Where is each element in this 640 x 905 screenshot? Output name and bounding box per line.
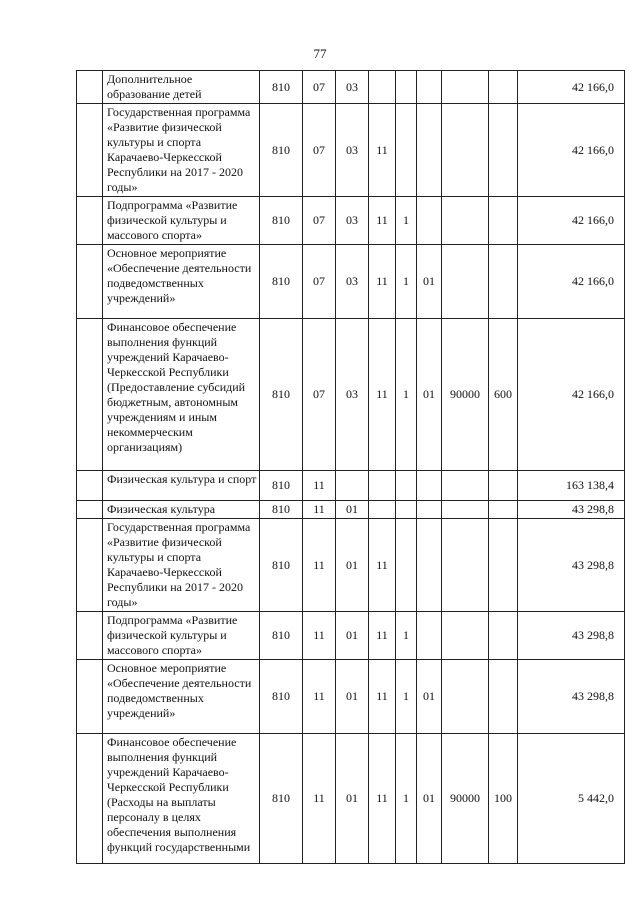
measure-code-cell bbox=[417, 104, 442, 197]
ministry-code-cell: 810 bbox=[260, 104, 303, 197]
ministry-code-cell: 810 bbox=[260, 197, 303, 245]
section-code-cell: 07 bbox=[303, 71, 336, 104]
expense-type-cell: 600 bbox=[489, 319, 518, 471]
direction-code-cell bbox=[442, 471, 489, 501]
table-row bbox=[77, 471, 625, 501]
subprogram-code-cell bbox=[396, 71, 417, 104]
measure-code-cell bbox=[417, 519, 442, 612]
row-name-cell: Дополнительное образование детей bbox=[103, 71, 260, 104]
expense-type-cell: 100 bbox=[489, 734, 518, 864]
row-number-cell bbox=[77, 245, 103, 319]
amount-cell: 43 298,8 bbox=[518, 501, 625, 519]
subprogram-code-cell bbox=[396, 501, 417, 519]
measure-code-cell: 01 bbox=[417, 319, 442, 471]
ministry-code-cell: 810 bbox=[260, 245, 303, 319]
amount-cell: 163 138,4 bbox=[518, 471, 625, 501]
amount-cell: 43 298,8 bbox=[518, 612, 625, 660]
amount-cell: 42 166,0 bbox=[518, 319, 625, 471]
program-code-cell: 11 bbox=[369, 104, 396, 197]
expense-type-cell bbox=[489, 501, 518, 519]
subprogram-code-cell bbox=[396, 471, 417, 501]
subprogram-code-cell bbox=[396, 519, 417, 612]
section-code-cell: 11 bbox=[303, 734, 336, 864]
ministry-code-cell: 810 bbox=[260, 519, 303, 612]
subsection-code-cell: 01 bbox=[336, 612, 369, 660]
subsection-code-cell: 01 bbox=[336, 519, 369, 612]
row-name-cell: Основное мероприятие «Обеспечение деятельности подведомственных учреждений» bbox=[103, 245, 260, 319]
ministry-code-cell: 810 bbox=[260, 660, 303, 734]
row-number-cell bbox=[77, 612, 103, 660]
subsection-code-cell: 03 bbox=[336, 319, 369, 471]
expense-type-cell bbox=[489, 519, 518, 612]
row-number-cell bbox=[77, 197, 103, 245]
measure-code-cell bbox=[417, 612, 442, 660]
row-name-cell: Финансовое обеспечение выполнения функций учреждений Карачаево-Черкесской Республики (Предоставление субсидий бюджетным, автономным учреждениям и иным некоммерческим организациям) bbox=[103, 319, 260, 471]
section-code-cell: 07 bbox=[303, 245, 336, 319]
direction-code-cell: 90000 bbox=[442, 319, 489, 471]
table-row bbox=[77, 501, 625, 519]
expense-type-cell bbox=[489, 660, 518, 734]
budget-table-body bbox=[77, 71, 625, 864]
direction-code-cell bbox=[442, 612, 489, 660]
subprogram-code-cell: 1 bbox=[396, 734, 417, 864]
program-code-cell: 11 bbox=[369, 519, 396, 612]
table-row bbox=[77, 734, 625, 864]
section-code-cell: 11 bbox=[303, 471, 336, 501]
amount-cell: 5 442,0 bbox=[518, 734, 625, 864]
section-code-cell: 07 bbox=[303, 197, 336, 245]
table-row bbox=[77, 245, 625, 319]
amount-cell: 42 166,0 bbox=[518, 197, 625, 245]
row-name-cell: Государственная программа «Развитие физической культуры и спорта Карачаево-Черкесской Республики на 2017 - 2020 годы» bbox=[103, 519, 260, 612]
ministry-code-cell: 810 bbox=[260, 471, 303, 501]
row-number-cell bbox=[77, 519, 103, 612]
subprogram-code-cell: 1 bbox=[396, 319, 417, 471]
subsection-code-cell: 03 bbox=[336, 197, 369, 245]
section-code-cell: 11 bbox=[303, 501, 336, 519]
subsection-code-cell: 01 bbox=[336, 501, 369, 519]
section-code-cell: 11 bbox=[303, 660, 336, 734]
row-name-cell: Финансовое обеспечение выполнения функций учреждений Карачаево-Черкесской Республики (Расходы на выплаты персоналу в целях обеспечения выполнения функций государственными bbox=[103, 734, 260, 864]
table-row bbox=[77, 519, 625, 612]
direction-code-cell bbox=[442, 197, 489, 245]
amount-cell: 43 298,8 bbox=[518, 660, 625, 734]
direction-code-cell: 90000 bbox=[442, 734, 489, 864]
page-number: 77 bbox=[313, 46, 327, 61]
direction-code-cell bbox=[442, 519, 489, 612]
program-code-cell: 11 bbox=[369, 197, 396, 245]
table-row bbox=[77, 660, 625, 734]
row-name-cell: Физическая культура bbox=[103, 501, 260, 519]
measure-code-cell bbox=[417, 197, 442, 245]
subsection-code-cell bbox=[336, 471, 369, 501]
program-code-cell bbox=[369, 71, 396, 104]
measure-code-cell bbox=[417, 71, 442, 104]
row-name-cell: Государственная программа «Развитие физической культуры и спорта Карачаево-Черкесской Республики на 2017 - 2020 годы» bbox=[103, 104, 260, 197]
direction-code-cell bbox=[442, 104, 489, 197]
subsection-code-cell: 03 bbox=[336, 245, 369, 319]
measure-code-cell: 01 bbox=[417, 245, 442, 319]
direction-code-cell bbox=[442, 245, 489, 319]
direction-code-cell bbox=[442, 71, 489, 104]
section-code-cell: 07 bbox=[303, 104, 336, 197]
amount-cell: 43 298,8 bbox=[518, 519, 625, 612]
section-code-cell: 11 bbox=[303, 612, 336, 660]
row-number-cell bbox=[77, 319, 103, 471]
subprogram-code-cell: 1 bbox=[396, 245, 417, 319]
ministry-code-cell: 810 bbox=[260, 501, 303, 519]
amount-cell: 42 166,0 bbox=[518, 71, 625, 104]
row-name-cell: Подпрограмма «Развитие физической культуры и массового спорта» bbox=[103, 197, 260, 245]
budget-table bbox=[76, 70, 625, 864]
subprogram-code-cell bbox=[396, 104, 417, 197]
subsection-code-cell: 03 bbox=[336, 71, 369, 104]
expense-type-cell bbox=[489, 245, 518, 319]
expense-type-cell bbox=[489, 612, 518, 660]
program-code-cell bbox=[369, 471, 396, 501]
measure-code-cell: 01 bbox=[417, 660, 442, 734]
measure-code-cell bbox=[417, 471, 442, 501]
amount-cell: 42 166,0 bbox=[518, 245, 625, 319]
subprogram-code-cell: 1 bbox=[396, 660, 417, 734]
expense-type-cell bbox=[489, 71, 518, 104]
subsection-code-cell: 03 bbox=[336, 104, 369, 197]
program-code-cell bbox=[369, 501, 396, 519]
direction-code-cell bbox=[442, 660, 489, 734]
table-row bbox=[77, 104, 625, 197]
subsection-code-cell: 01 bbox=[336, 660, 369, 734]
subsection-code-cell: 01 bbox=[336, 734, 369, 864]
program-code-cell: 11 bbox=[369, 660, 396, 734]
row-number-cell bbox=[77, 660, 103, 734]
program-code-cell: 11 bbox=[369, 245, 396, 319]
ministry-code-cell: 810 bbox=[260, 734, 303, 864]
row-name-cell: Основное мероприятие «Обеспечение деятельности подведомственных учреждений» bbox=[103, 660, 260, 734]
ministry-code-cell: 810 bbox=[260, 71, 303, 104]
row-number-cell bbox=[77, 104, 103, 197]
table-row bbox=[77, 197, 625, 245]
row-number-cell bbox=[77, 501, 103, 519]
subprogram-code-cell: 1 bbox=[396, 197, 417, 245]
row-number-cell bbox=[77, 471, 103, 501]
expense-type-cell bbox=[489, 197, 518, 245]
measure-code-cell bbox=[417, 501, 442, 519]
expense-type-cell bbox=[489, 471, 518, 501]
expense-type-cell bbox=[489, 104, 518, 197]
program-code-cell: 11 bbox=[369, 319, 396, 471]
measure-code-cell: 01 bbox=[417, 734, 442, 864]
amount-cell: 42 166,0 bbox=[518, 104, 625, 197]
direction-code-cell bbox=[442, 501, 489, 519]
ministry-code-cell: 810 bbox=[260, 612, 303, 660]
program-code-cell: 11 bbox=[369, 734, 396, 864]
table-row bbox=[77, 319, 625, 471]
subprogram-code-cell: 1 bbox=[396, 612, 417, 660]
row-number-cell bbox=[77, 71, 103, 104]
row-name-cell: Физическая культура и спорт bbox=[103, 471, 260, 501]
ministry-code-cell: 810 bbox=[260, 319, 303, 471]
program-code-cell: 11 bbox=[369, 612, 396, 660]
table-row bbox=[77, 71, 625, 104]
section-code-cell: 11 bbox=[303, 519, 336, 612]
table-row bbox=[77, 612, 625, 660]
section-code-cell: 07 bbox=[303, 319, 336, 471]
row-number-cell bbox=[77, 734, 103, 864]
row-name-cell: Подпрограмма «Развитие физической культуры и массового спорта» bbox=[103, 612, 260, 660]
